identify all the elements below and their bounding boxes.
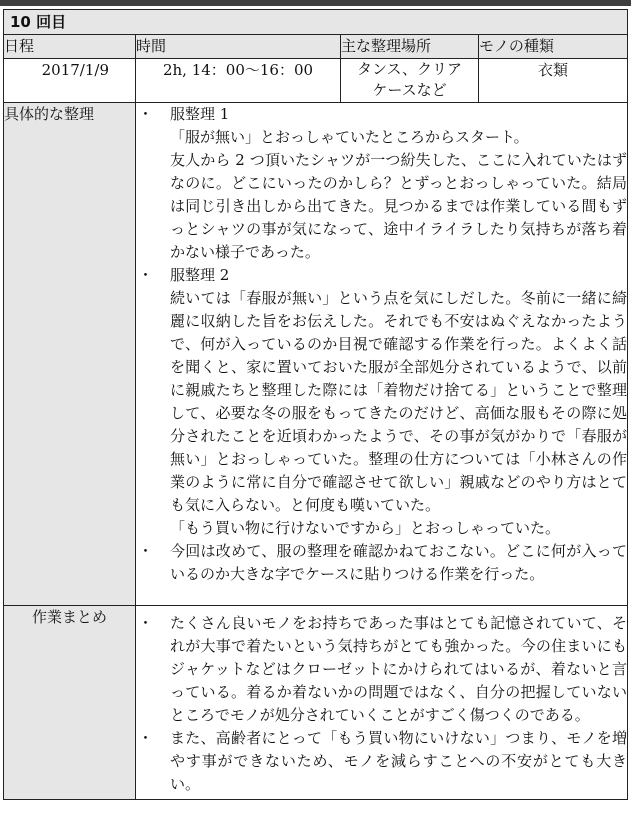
- work-item-2-para-1: 続いては「春服が無い」という点を気にしだした。冬前に一緒に綺麗に収納した旨をお伝えした。それでも不安はぬぐえなかったようで、何が入っているのか目視で確認する作業を行った。よくよく話を聞くと、家に置いておいた服が全部処分されているようで、以前に親戚たちと整理した際には「着物だけ捨てる」ということで整理して、必要な冬の服をもってきたのだけど、高価な服もその際に処分されたことを近頃わかったようで、その事が気がかりで「春服が無い」とおっしゃっていた。整理の仕方については「小林さんの作業のように常に自分で確認させて欲しい」親戚などのやり方はとても気に入らない。と何度も嘆いていた。: [170, 289, 628, 514]
- work-item-2-title: 服整理 2: [170, 266, 230, 284]
- bullet-mark: ・: [138, 614, 154, 632]
- top-bar: [0, 0, 631, 6]
- bullet-mark: ・: [138, 729, 154, 747]
- col-category-header: モノの種類: [479, 35, 628, 59]
- summary-item-1-text: たくさん良いモノをお持ちであった事はとても記憶されていて、それが大事で着たいという気持ちがとても強かった。今の住まいにもジャケットなどはクローゼットにかけられてはいるが、着ないと言っている。着るか着ないかの問題ではなく、自分の把握していないところでモノが処分されていくことがすごく傷つくのである。: [170, 614, 628, 724]
- bullet-mark: ・: [138, 542, 154, 560]
- summary-item-2: [136, 727, 627, 796]
- record-table: [3, 9, 628, 800]
- bullet-mark: ・: [138, 266, 154, 284]
- place-cell: [341, 59, 479, 103]
- work-item-1-para-2: 友人から 2 つ頂いたシャツが一つ紛失した、ここに入れていたはずなのに。どこにいったのかしら？とずっとおっしゃっていた。結局は同じ引き出しから出てきた。見つかるまでは作業している間もずっとシャツの事が気になって、途中イライラしたり気持ちが落ち着かない様子であった。: [170, 151, 628, 261]
- time-cell: 2h, 14：00〜16：00: [136, 59, 341, 103]
- work-item-3-text: 今回は改めて、服の整理を確認かねておこない。どこに何が入っているのか大きな字でケースに貼りつける作業を行った。: [170, 542, 628, 583]
- work-content: [136, 103, 628, 606]
- work-item-3: [136, 540, 627, 586]
- date-cell: 2017/1/9: [4, 59, 136, 103]
- work-item-2: [136, 264, 627, 540]
- session-title: 10 回目: [4, 10, 628, 35]
- work-item-1: [136, 103, 627, 264]
- session-header-row: [4, 10, 628, 35]
- col-time-header: 時間: [136, 35, 341, 59]
- work-row: [4, 103, 628, 606]
- place-line-2: ケースなど: [372, 81, 447, 99]
- col-place-header: 主な整理場所: [341, 35, 479, 59]
- summary-item-2-text: また、高齢者にとって「もう買い物にいけない」つまり、モノを増やす事ができないため、モノを減らすことへの不安がとても大きい。: [170, 729, 628, 793]
- work-item-1-para-1: 「服が無い」とおっしゃていたところからスタート。: [170, 128, 529, 146]
- place-line-1: タンス、クリア: [356, 60, 462, 78]
- work-item-1-title: 服整理 1: [170, 105, 230, 123]
- summary-label: 作業まとめ: [4, 606, 136, 800]
- summary-row: [4, 606, 628, 800]
- summary-item-1: [136, 612, 627, 727]
- work-item-2-para-2: 「もう買い物に行けないですから」とおっしゃっていた。: [170, 519, 561, 537]
- session-data-row: [4, 59, 628, 103]
- column-header-row: [4, 35, 628, 59]
- col-date-header: 日程: [4, 35, 136, 59]
- category-cell: 衣類: [479, 59, 628, 103]
- work-label: 具体的な整理: [4, 103, 136, 606]
- bullet-mark: ・: [138, 105, 154, 123]
- summary-content: [136, 606, 628, 800]
